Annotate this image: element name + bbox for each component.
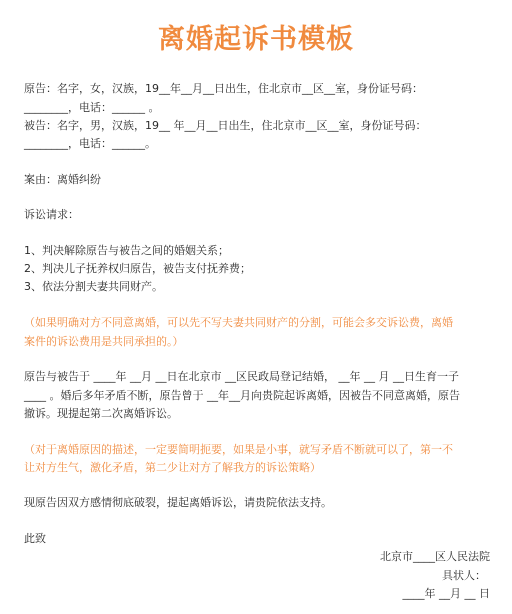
case-cause: 案由：离婚纠纷 <box>24 173 101 186</box>
signer-label: 具状人： <box>442 569 486 582</box>
claim-3: 3、依法分割夫妻共同财产。 <box>24 280 163 293</box>
salutation: 此致 <box>24 532 46 545</box>
plaintiff-line-1: 原告：名字，女，汉族，19__年__月__日出生，住北京市__区__室，身份证号码： <box>24 82 423 95</box>
document-date: ____年 __月 __ 日 <box>402 587 490 600</box>
facts-line-2: ____ 。婚后多年矛盾不断，原告曾于 __年__月向贵院起诉离婚，因被告不同意离婚，原告 <box>24 389 460 402</box>
note-1-line-1: （如果明确对方不同意离婚，可以先不写夫妻共同财产的分割，可能会多交诉讼费，离婚 <box>24 316 453 329</box>
note-1-line-2: 案件的诉讼费用是共同承担的。） <box>24 335 184 348</box>
document-title: 离婚起诉书模板 <box>158 24 354 55</box>
conclusion: 现原告因双方感情彻底破裂，提起离婚诉讼，请贵院依法支持。 <box>24 496 332 509</box>
note-2-line-2: 让对方生气，激化矛盾，第二少让对方了解我方的诉讼策略） <box>24 461 321 474</box>
facts-line-1: 原告与被告于 ____年 __月 __日在北京市 __区民政局登记结婚， __年 __ 月 __日生育一子 <box>24 370 459 383</box>
defendant-line-1: 被告：名字，男，汉族，19__ 年__月__日出生，住北京市__区__室，身份证号码： <box>24 119 427 132</box>
defendant-line-2: ________，电话：______。 <box>24 137 156 150</box>
note-2-line-1: （对于离婚原因的描述，一定要简明扼要，如果是小事，就写矛盾不断就可以了，第一不 <box>24 443 453 456</box>
facts-line-3: 撤诉。现提起第二次离婚诉讼。 <box>24 407 178 420</box>
claims-heading: 诉讼请求： <box>24 208 79 221</box>
plaintiff-line-2: ________，电话：______ 。 <box>24 101 160 114</box>
claim-1: 1、判决解除原告与被告之间的婚姻关系； <box>24 244 229 257</box>
court-name: 北京市____区人民法院 <box>380 550 490 563</box>
claim-2: 2、判决儿子抚养权归原告，被告支付抚养费； <box>24 262 251 275</box>
